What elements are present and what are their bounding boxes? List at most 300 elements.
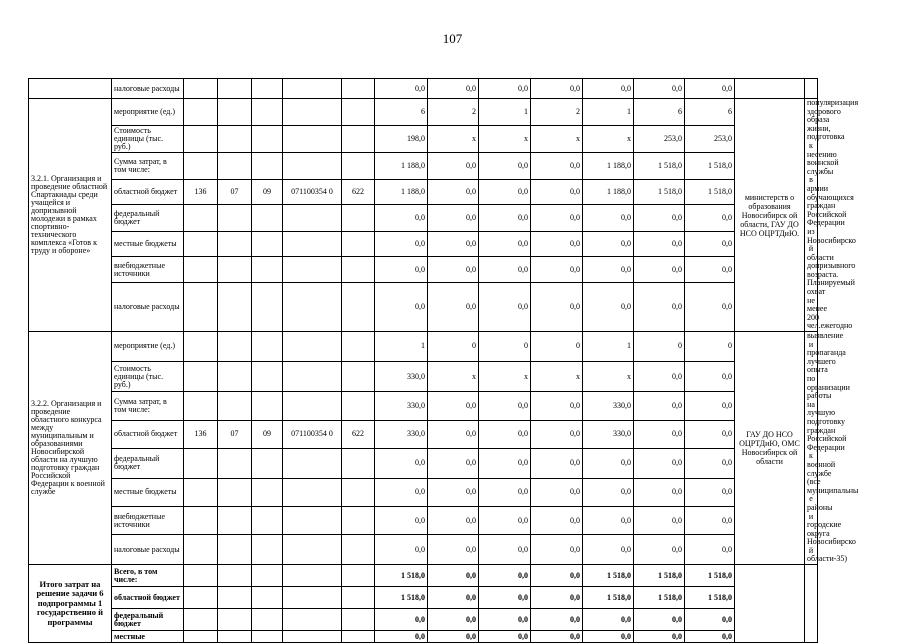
value-cell: 0,0 xyxy=(428,205,479,232)
table-row xyxy=(29,392,818,420)
value-cell: 0,0 xyxy=(685,283,735,332)
empty-cell xyxy=(342,449,375,479)
value-cell: 0 xyxy=(531,332,583,362)
value-cell: 0,0 xyxy=(531,631,583,643)
value-cell: 0,0 xyxy=(583,449,634,479)
table-row xyxy=(29,361,818,392)
value-cell: 0,0 xyxy=(583,478,634,506)
empty-cell xyxy=(218,361,252,392)
empty-cell xyxy=(342,361,375,392)
value-cell: 0,0 xyxy=(583,79,634,99)
table-row xyxy=(29,153,818,180)
value-cell: 1 188,0 xyxy=(375,179,428,204)
empty-cell xyxy=(184,449,218,479)
value-cell: 0,0 xyxy=(428,79,479,99)
empty-cell xyxy=(218,392,252,420)
empty-cell xyxy=(252,231,283,256)
value-cell: 0,0 xyxy=(634,283,685,332)
value-cell: 2 xyxy=(428,99,479,126)
value-cell: 0,0 xyxy=(531,609,583,631)
value-cell: 6 xyxy=(634,99,685,126)
value-cell: 0,0 xyxy=(583,256,634,283)
row-label: Сумма затрат, в том числе: xyxy=(112,153,184,180)
value-cell: 0,0 xyxy=(634,231,685,256)
empty-cell xyxy=(283,449,342,479)
row-label: мероприятие (ед.) xyxy=(112,99,184,126)
code-rz: 07 xyxy=(218,179,252,204)
value-cell: 330,0 xyxy=(583,392,634,420)
value-cell: 0,0 xyxy=(685,449,735,479)
empty-cell xyxy=(342,231,375,256)
empty-cell xyxy=(342,478,375,506)
value-cell: 0 xyxy=(428,332,479,362)
value-cell: 0,0 xyxy=(428,587,479,609)
empty-cell xyxy=(283,478,342,506)
empty-cell xyxy=(184,283,218,332)
value-cell: 0,0 xyxy=(479,535,531,565)
value-cell: 0,0 xyxy=(583,631,634,643)
value-cell: 1 518,0 xyxy=(375,587,428,609)
value-cell: 0,0 xyxy=(428,179,479,204)
empty-cell xyxy=(252,392,283,420)
value-cell: 330,0 xyxy=(375,420,428,448)
empty-cell xyxy=(283,256,342,283)
empty-cell xyxy=(218,478,252,506)
row-label: налоговые расходы xyxy=(112,283,184,332)
value-cell: 0,0 xyxy=(428,231,479,256)
value-cell: 0,0 xyxy=(634,609,685,631)
empty-cell xyxy=(252,449,283,479)
row-label: налоговые расходы xyxy=(112,535,184,565)
empty-cell xyxy=(342,79,375,99)
value-cell: 0,0 xyxy=(531,449,583,479)
value-cell: 1 518,0 xyxy=(583,587,634,609)
empty-cell xyxy=(184,361,218,392)
empty-cell xyxy=(218,256,252,283)
empty-cell xyxy=(252,609,283,631)
value-cell: 0,0 xyxy=(685,231,735,256)
value-cell: 330,0 xyxy=(375,392,428,420)
empty-cell xyxy=(218,507,252,535)
empty-cell xyxy=(184,507,218,535)
value-cell: 0,0 xyxy=(479,587,531,609)
value-cell: 0,0 xyxy=(685,205,735,232)
value-cell: 1 188,0 xyxy=(375,153,428,180)
value-cell: 0,0 xyxy=(428,535,479,565)
value-cell: 0,0 xyxy=(479,153,531,180)
value-cell: 1 518,0 xyxy=(634,587,685,609)
value-cell: 0,0 xyxy=(634,420,685,448)
empty-cell xyxy=(184,153,218,180)
value-cell: 0,0 xyxy=(375,478,428,506)
value-cell: 0,0 xyxy=(583,507,634,535)
code-rz: 07 xyxy=(218,420,252,448)
value-cell: 198,0 xyxy=(375,125,428,153)
value-cell: 0,0 xyxy=(428,478,479,506)
value-cell: 0,0 xyxy=(375,609,428,631)
table-row xyxy=(29,420,818,448)
value-cell: 253,0 xyxy=(634,125,685,153)
value-cell: 0,0 xyxy=(634,361,685,392)
value-cell: x xyxy=(428,361,479,392)
empty-cell xyxy=(218,535,252,565)
value-cell: 0,0 xyxy=(479,392,531,420)
row-label: налоговые расходы xyxy=(112,79,184,99)
value-cell: 0,0 xyxy=(685,392,735,420)
value-cell: 0,0 xyxy=(479,231,531,256)
expected-result: выявление и пропаганда лучшего опыта по организации работы на лучшую подготовку граждан Российской Федерации к военной службе (все муниципальны е районы и городские округа Новосибирско й области-35) xyxy=(805,332,818,565)
empty-cell xyxy=(252,507,283,535)
value-cell: 0,0 xyxy=(375,631,428,643)
empty-cell xyxy=(735,79,805,99)
empty-cell xyxy=(283,507,342,535)
value-cell: 0,0 xyxy=(531,535,583,565)
row-label: внебюджетные источники xyxy=(112,256,184,283)
value-cell: 0,0 xyxy=(531,153,583,180)
table-row xyxy=(29,565,818,587)
empty-cell xyxy=(252,631,283,643)
row-label: местные бюджеты xyxy=(112,231,184,256)
value-cell: 0,0 xyxy=(428,392,479,420)
empty-cell xyxy=(252,283,283,332)
total-description: Итого затрат на решение задачи 6 подпрограммы 1 государственно й программы xyxy=(29,565,112,643)
value-cell: 0 xyxy=(634,332,685,362)
table-row xyxy=(29,631,818,643)
value-cell: x xyxy=(531,125,583,153)
empty-cell xyxy=(184,587,218,609)
value-cell: 0,0 xyxy=(583,283,634,332)
row-label: местные xyxy=(112,631,184,643)
empty-cell xyxy=(184,535,218,565)
value-cell: 0,0 xyxy=(375,449,428,479)
row-label: Сумма затрат, в том числе: xyxy=(112,392,184,420)
value-cell: 1 518,0 xyxy=(685,179,735,204)
empty-cell xyxy=(342,125,375,153)
value-cell: 1 xyxy=(583,332,634,362)
value-cell: 0,0 xyxy=(634,535,685,565)
value-cell: 0,0 xyxy=(375,79,428,99)
value-cell: 0,0 xyxy=(428,631,479,643)
table-row xyxy=(29,125,818,153)
value-cell: 0,0 xyxy=(428,256,479,283)
empty-cell xyxy=(218,205,252,232)
empty-cell xyxy=(252,153,283,180)
value-cell: 0,0 xyxy=(531,587,583,609)
value-cell: 0,0 xyxy=(685,420,735,448)
value-cell: 1 518,0 xyxy=(685,565,735,587)
table-row xyxy=(29,332,818,362)
empty-cell xyxy=(218,99,252,126)
value-cell: 1 518,0 xyxy=(375,565,428,587)
empty-cell xyxy=(184,478,218,506)
value-cell: 1 518,0 xyxy=(583,565,634,587)
empty-cell xyxy=(283,99,342,126)
value-cell: 1 518,0 xyxy=(685,153,735,180)
empty-cell xyxy=(218,231,252,256)
value-cell: 0,0 xyxy=(375,231,428,256)
value-cell: 1 518,0 xyxy=(634,153,685,180)
value-cell: 0,0 xyxy=(479,478,531,506)
empty-cell xyxy=(218,449,252,479)
empty-cell xyxy=(252,565,283,587)
expected-result: популяризация здорового образа жизни, подготовка к несению воинской службы в армии обучающихся граждан Российской Федерации из Новосибирско й области допризывного возраста. Планируемый охват не менее 200 чел.ежегодно xyxy=(805,99,818,332)
value-cell: 0,0 xyxy=(375,205,428,232)
row-label: областной бюджет xyxy=(112,179,184,204)
value-cell: 1 518,0 xyxy=(634,565,685,587)
empty-cell xyxy=(342,332,375,362)
value-cell: 0,0 xyxy=(428,565,479,587)
value-cell: 0,0 xyxy=(479,507,531,535)
table-row xyxy=(29,507,818,535)
value-cell: 0,0 xyxy=(583,535,634,565)
empty-cell xyxy=(342,631,375,643)
empty-cell xyxy=(218,79,252,99)
value-cell: 0,0 xyxy=(531,179,583,204)
row-label: мероприятие (ед.) xyxy=(112,332,184,362)
empty-cell xyxy=(252,125,283,153)
value-cell: 0,0 xyxy=(531,392,583,420)
empty-cell xyxy=(283,361,342,392)
value-cell: 0,0 xyxy=(583,231,634,256)
empty-cell xyxy=(29,79,112,99)
empty-cell xyxy=(283,79,342,99)
row-label: федеральный бюджет xyxy=(112,449,184,479)
activity-description: 3.2.2. Организация и проведение областного конкурса между муниципальным и образованиями Новосибирской области на лучшую подготовку граждан Российской Федерации к военной службе xyxy=(29,332,112,565)
empty-cell xyxy=(252,205,283,232)
value-cell: 0,0 xyxy=(428,449,479,479)
value-cell: 253,0 xyxy=(685,125,735,153)
table-row xyxy=(29,256,818,283)
value-cell: 0,0 xyxy=(428,609,479,631)
value-cell: 0,0 xyxy=(634,478,685,506)
value-cell: 0,0 xyxy=(479,420,531,448)
table-row xyxy=(29,449,818,479)
value-cell: 0,0 xyxy=(531,565,583,587)
table-row xyxy=(29,283,818,332)
value-cell: 0,0 xyxy=(634,392,685,420)
row-label: Стоимость единицы (тыс. руб.) xyxy=(112,125,184,153)
empty-cell xyxy=(342,507,375,535)
value-cell: 0,0 xyxy=(531,256,583,283)
value-cell: x xyxy=(531,361,583,392)
empty-cell xyxy=(184,125,218,153)
empty-cell xyxy=(283,283,342,332)
value-cell: 1 xyxy=(479,99,531,126)
empty-cell xyxy=(342,99,375,126)
value-cell: 0,0 xyxy=(375,256,428,283)
value-cell: 0,0 xyxy=(634,256,685,283)
value-cell: 0,0 xyxy=(634,449,685,479)
empty-cell xyxy=(342,283,375,332)
value-cell: x xyxy=(479,361,531,392)
table-row xyxy=(29,478,818,506)
page-number: 107 xyxy=(442,31,463,46)
empty-cell xyxy=(283,231,342,256)
empty-cell xyxy=(252,535,283,565)
value-cell: 0,0 xyxy=(685,478,735,506)
table-row xyxy=(29,179,818,204)
empty-cell xyxy=(184,392,218,420)
value-cell: 6 xyxy=(685,99,735,126)
value-cell: 0,0 xyxy=(634,79,685,99)
table-row xyxy=(29,587,818,609)
value-cell: 0,0 xyxy=(634,205,685,232)
empty-cell xyxy=(218,283,252,332)
table-row xyxy=(29,99,818,126)
empty-cell xyxy=(283,205,342,232)
empty-cell xyxy=(252,99,283,126)
value-cell: 0,0 xyxy=(685,361,735,392)
value-cell: 0,0 xyxy=(531,283,583,332)
value-cell: 0,0 xyxy=(428,153,479,180)
empty-cell xyxy=(252,256,283,283)
row-label: Стоимость единицы (тыс. руб.) xyxy=(112,361,184,392)
code-vr: 622 xyxy=(342,179,375,204)
row-label: внебюджетные источники xyxy=(112,507,184,535)
activity-description: 3.2.1. Организация и проведение областной Спартакиады среди учащейся и допризывной молодежи в рамках спортивно-технического комплекса «Готов к труду и обороне» xyxy=(29,99,112,332)
budget-table xyxy=(28,78,859,643)
empty-cell xyxy=(218,332,252,362)
code-csr: 071100354 0 xyxy=(283,179,342,204)
empty-cell xyxy=(805,79,818,99)
empty-cell xyxy=(252,361,283,392)
empty-cell xyxy=(184,79,218,99)
empty-cell xyxy=(218,587,252,609)
table-row xyxy=(29,609,818,631)
empty-cell xyxy=(735,565,805,643)
empty-cell xyxy=(218,153,252,180)
value-cell: 0,0 xyxy=(685,507,735,535)
value-cell: 6 xyxy=(375,99,428,126)
value-cell: 330,0 xyxy=(583,420,634,448)
value-cell: 0,0 xyxy=(685,609,735,631)
empty-cell xyxy=(342,565,375,587)
empty-cell xyxy=(283,392,342,420)
empty-cell xyxy=(342,153,375,180)
value-cell: x xyxy=(583,361,634,392)
table-row xyxy=(29,231,818,256)
row-label: Всего, в том числе: xyxy=(112,565,184,587)
code-pr: 09 xyxy=(252,179,283,204)
value-cell: 0,0 xyxy=(479,256,531,283)
value-cell: 0,0 xyxy=(531,507,583,535)
empty-cell xyxy=(805,565,818,643)
value-cell: 0,0 xyxy=(428,420,479,448)
value-cell: 0,0 xyxy=(375,283,428,332)
empty-cell xyxy=(218,631,252,643)
table-row xyxy=(29,535,818,565)
value-cell: 0,0 xyxy=(428,283,479,332)
value-cell: 330,0 xyxy=(375,361,428,392)
value-cell: x xyxy=(583,125,634,153)
empty-cell xyxy=(283,565,342,587)
value-cell: 0,0 xyxy=(583,205,634,232)
empty-cell xyxy=(283,631,342,643)
row-label: федеральный бюджет xyxy=(112,609,184,631)
value-cell: 1 518,0 xyxy=(685,587,735,609)
code-grbs: 136 xyxy=(184,179,218,204)
table-row xyxy=(29,205,818,232)
value-cell: x xyxy=(479,125,531,153)
empty-cell xyxy=(342,609,375,631)
empty-cell xyxy=(283,535,342,565)
empty-cell xyxy=(283,153,342,180)
value-cell: 0,0 xyxy=(583,609,634,631)
executor-cell: ГАУ ДО НСО ОЦРТДиЮ, ОМС Новосибирск ой области xyxy=(735,332,805,565)
code-pr: 09 xyxy=(252,420,283,448)
empty-cell xyxy=(184,609,218,631)
value-cell: 0,0 xyxy=(479,449,531,479)
executor-cell: министерств о образования Новосибирск ой области, ГАУ ДО НСО ОЦРТДиЮ. xyxy=(735,99,805,332)
value-cell: 0,0 xyxy=(685,535,735,565)
empty-cell xyxy=(283,609,342,631)
value-cell: 0,0 xyxy=(531,478,583,506)
empty-cell xyxy=(342,535,375,565)
value-cell: 1 188,0 xyxy=(583,153,634,180)
value-cell: 1 188,0 xyxy=(583,179,634,204)
value-cell: 1 xyxy=(375,332,428,362)
value-cell: 0,0 xyxy=(685,256,735,283)
value-cell: 0,0 xyxy=(634,631,685,643)
empty-cell xyxy=(184,231,218,256)
empty-cell xyxy=(184,332,218,362)
value-cell: 0,0 xyxy=(428,507,479,535)
row-label: областной бюджет xyxy=(112,587,184,609)
empty-cell xyxy=(342,205,375,232)
value-cell: 0,0 xyxy=(479,609,531,631)
value-cell: 0,0 xyxy=(479,565,531,587)
row-label: федеральный бюджет xyxy=(112,205,184,232)
value-cell: 1 xyxy=(583,99,634,126)
value-cell: 2 xyxy=(531,99,583,126)
row-label: областной бюджет xyxy=(112,420,184,448)
value-cell: 0,0 xyxy=(479,79,531,99)
value-cell: 0,0 xyxy=(531,205,583,232)
value-cell: 0,0 xyxy=(375,535,428,565)
value-cell: 0,0 xyxy=(531,231,583,256)
value-cell: 1 518,0 xyxy=(634,179,685,204)
empty-cell xyxy=(342,392,375,420)
value-cell: 0,0 xyxy=(479,283,531,332)
code-grbs: 136 xyxy=(184,420,218,448)
code-csr: 071100354 0 xyxy=(283,420,342,448)
empty-cell xyxy=(218,609,252,631)
value-cell: 0 xyxy=(479,332,531,362)
empty-cell xyxy=(252,478,283,506)
empty-cell xyxy=(218,565,252,587)
row-label: местные бюджеты xyxy=(112,478,184,506)
empty-cell xyxy=(184,205,218,232)
empty-cell xyxy=(184,565,218,587)
value-cell: 0,0 xyxy=(479,205,531,232)
value-cell: 0,0 xyxy=(685,631,735,643)
value-cell: 0,0 xyxy=(531,79,583,99)
value-cell: 0,0 xyxy=(375,507,428,535)
table-row xyxy=(29,79,818,99)
empty-cell xyxy=(252,587,283,609)
empty-cell xyxy=(184,631,218,643)
empty-cell xyxy=(342,587,375,609)
value-cell: x xyxy=(428,125,479,153)
empty-cell xyxy=(342,256,375,283)
value-cell: 0 xyxy=(685,332,735,362)
empty-cell xyxy=(283,125,342,153)
value-cell: 0,0 xyxy=(479,179,531,204)
empty-cell xyxy=(218,125,252,153)
empty-cell xyxy=(283,332,342,362)
empty-cell xyxy=(184,99,218,126)
code-vr: 622 xyxy=(342,420,375,448)
